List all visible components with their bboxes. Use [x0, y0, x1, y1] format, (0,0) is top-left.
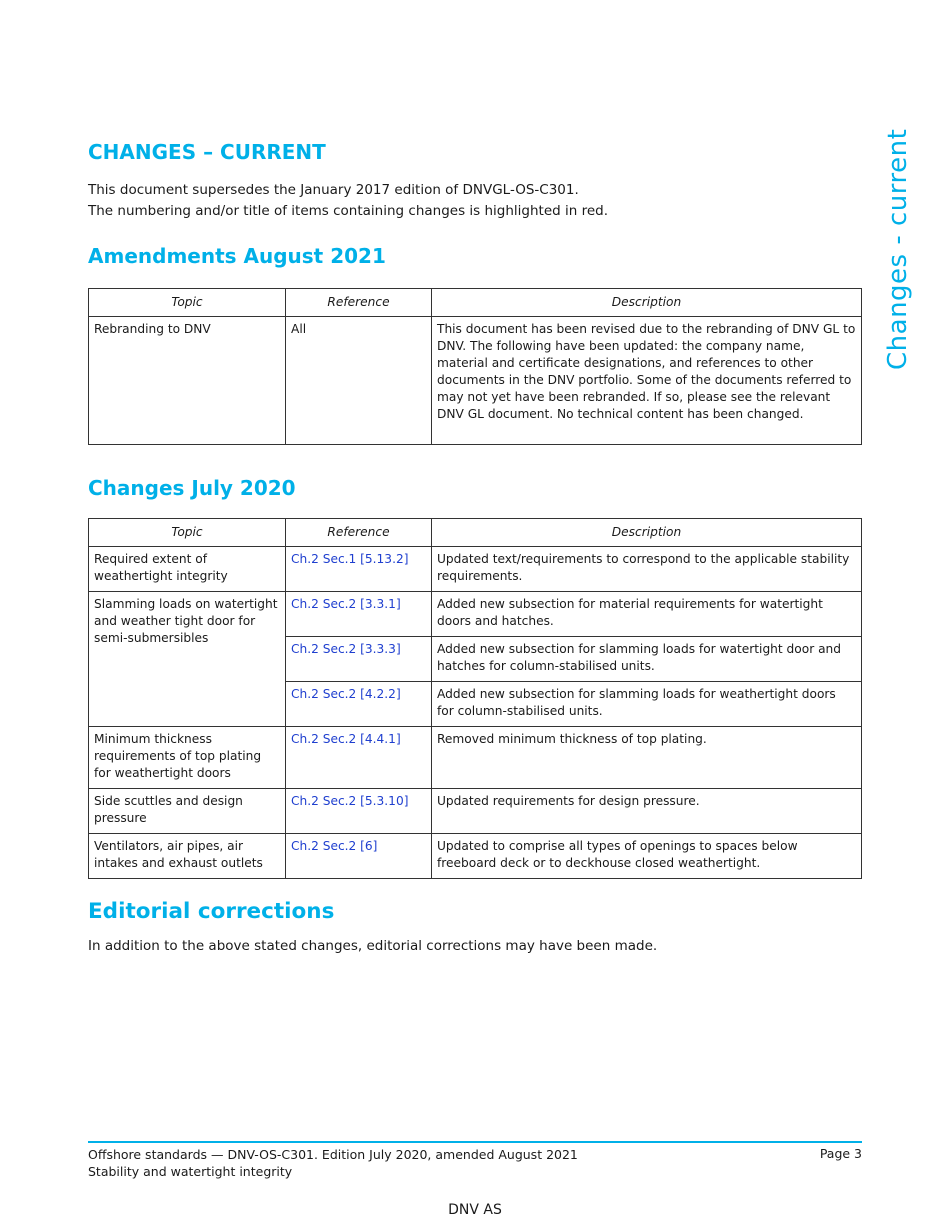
description-cell: Updated requirements for design pressure.	[432, 789, 862, 834]
col-description-header: Description	[432, 289, 862, 317]
intro-line-1: This document supersedes the January 2017 edition of DNVGL-OS-C301.	[88, 182, 579, 198]
col-reference-header: Reference	[286, 289, 432, 317]
intro-text	[88, 180, 608, 222]
description-cell: Added new subsection for slamming loads for weathertight doors for column-stabilised units.	[432, 682, 862, 727]
table-header-row	[89, 289, 862, 317]
table-header-row	[89, 519, 862, 547]
topic-cell: Side scuttles and design pressure	[89, 789, 286, 834]
table-row	[89, 727, 862, 789]
table-row	[89, 547, 862, 592]
changes-heading: Changes July 2020	[88, 476, 296, 500]
col-description-header: Description	[432, 519, 862, 547]
topic-cell: Slamming loads on watertight and weather tight door for semi-submersibles	[89, 592, 286, 727]
reference-cell: All	[286, 317, 432, 445]
topic-cell: Required extent of weathertight integrity	[89, 547, 286, 592]
reference-link[interactable]: Ch.2 Sec.2 [4.4.1]	[286, 727, 432, 789]
company-name: DNV AS	[448, 1202, 502, 1218]
intro-line-2: The numbering and/or title of items containing changes is highlighted in red.	[88, 203, 609, 219]
topic-cell: Ventilators, air pipes, air intakes and exhaust outlets	[89, 834, 286, 879]
topic-cell: Minimum thickness requirements of top plating for weathertight doors	[89, 727, 286, 789]
side-section-label: Changes - current	[883, 128, 913, 370]
amendments-heading: Amendments August 2021	[88, 244, 386, 268]
table-row	[89, 592, 862, 637]
col-topic-header: Topic	[89, 289, 286, 317]
table-row	[89, 789, 862, 834]
changes-table	[88, 518, 862, 879]
reference-link[interactable]: Ch.2 Sec.2 [4.2.2]	[286, 682, 432, 727]
description-cell: Added new subsection for slamming loads for watertight door and hatches for column-stabilised units.	[432, 637, 862, 682]
table-row	[89, 834, 862, 879]
footer-divider	[88, 1141, 862, 1143]
reference-link[interactable]: Ch.2 Sec.2 [3.3.3]	[286, 637, 432, 682]
description-cell: Added new subsection for material requirements for watertight doors and hatches.	[432, 592, 862, 637]
page-number: Page 3	[819, 1146, 862, 1161]
reference-link[interactable]: Ch.2 Sec.2 [6]	[286, 834, 432, 879]
footer-subtitle: Stability and watertight integrity	[88, 1164, 293, 1179]
col-topic-header: Topic	[89, 519, 286, 547]
page-title: CHANGES – CURRENT	[88, 140, 326, 164]
table-row	[89, 317, 862, 445]
description-cell: Updated text/requirements to correspond to the applicable stability requirements.	[432, 547, 862, 592]
editorial-text: In addition to the above stated changes, editorial corrections may have been made.	[88, 938, 658, 954]
reference-link[interactable]: Ch.2 Sec.1 [5.13.2]	[286, 547, 432, 592]
footer-standard-title: Offshore standards — DNV-OS-C301. Edition July 2020, amended August 2021	[88, 1147, 578, 1162]
editorial-heading: Editorial corrections	[88, 899, 335, 924]
reference-link[interactable]: Ch.2 Sec.2 [5.3.10]	[286, 789, 432, 834]
topic-cell: Rebranding to DNV	[89, 317, 286, 445]
amendments-table	[88, 288, 862, 445]
col-reference-header: Reference	[286, 519, 432, 547]
description-cell: Removed minimum thickness of top plating.	[432, 727, 862, 789]
reference-link[interactable]: Ch.2 Sec.2 [3.3.1]	[286, 592, 432, 637]
footer-document-info	[88, 1146, 578, 1180]
description-cell: Updated to comprise all types of openings to spaces below freeboard deck or to deckhouse closed weathertight.	[432, 834, 862, 879]
description-cell: This document has been revised due to the rebranding of DNV GL to DNV. The following have been updated: the company name, material and certificate designations, and references to other documents in the DNV portfolio. Some of the documents referred to may not yet have been rebranded. If so, please see the relevant DNV GL document. No technical content has been changed.	[432, 317, 862, 445]
